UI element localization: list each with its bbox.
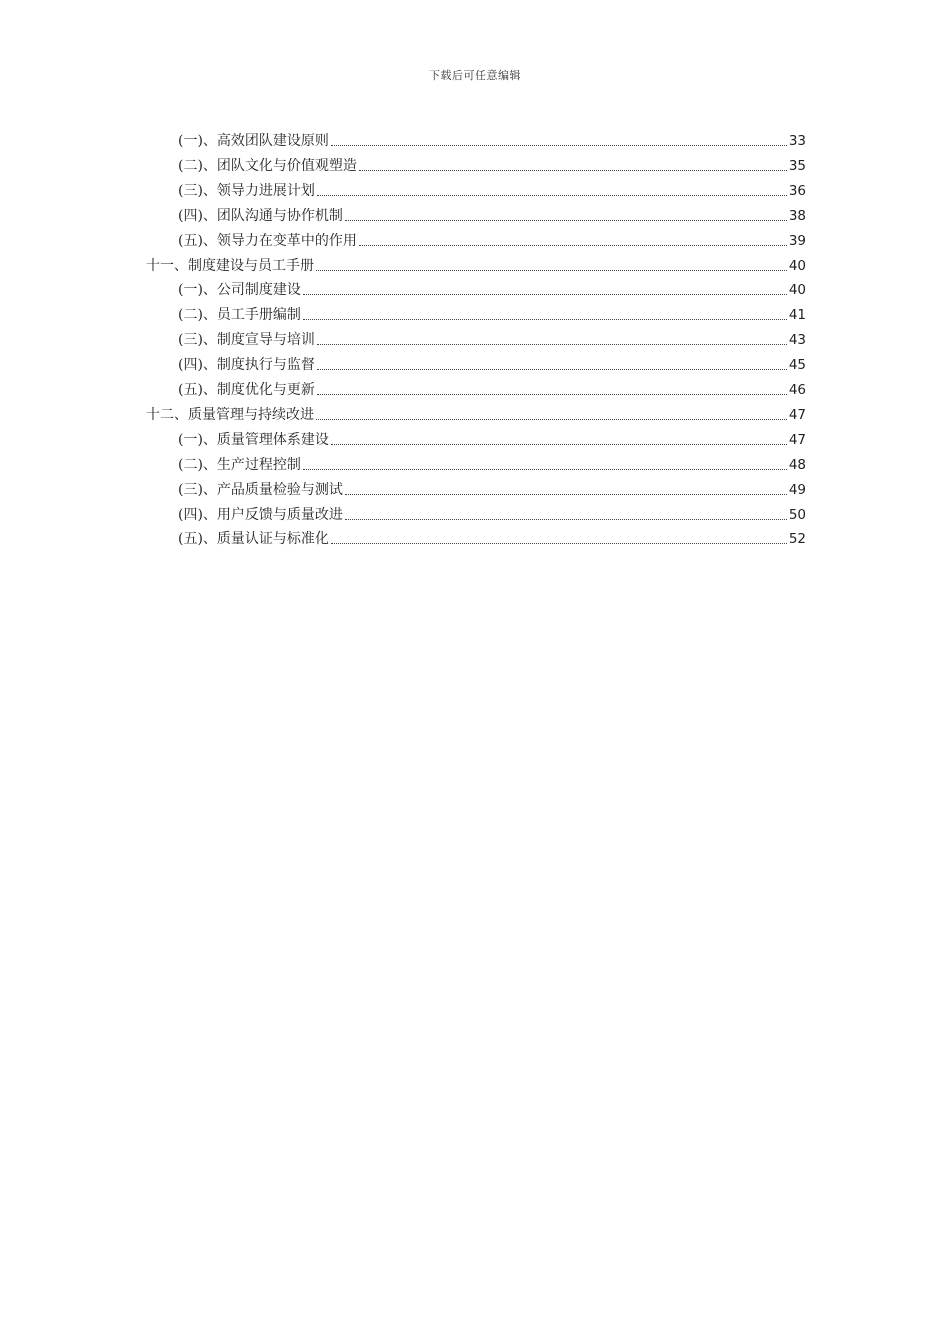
toc-entry-title: (五)、制度优化与更新 — [178, 382, 315, 398]
toc-entry[interactable] — [178, 274, 806, 299]
toc-dot-leader — [359, 244, 787, 246]
toc-entry[interactable] — [178, 125, 806, 150]
toc-entry-title: (五)、领导力在变革中的作用 — [178, 233, 357, 249]
toc-dot-leader — [316, 269, 787, 271]
toc-dot-leader — [303, 318, 787, 320]
toc-entry-page-number: 46 — [788, 382, 806, 398]
toc-entry-title: (四)、用户反馈与质量改进 — [178, 507, 343, 523]
toc-dot-leader — [303, 293, 787, 295]
toc-dot-leader — [345, 518, 787, 520]
toc-entry-title: (一)、高效团队建设原则 — [178, 133, 329, 149]
toc-entry-page-number: 52 — [788, 531, 806, 547]
toc-dot-leader — [345, 493, 787, 495]
toc-entry-page-number: 39 — [788, 233, 806, 249]
toc-entry-page-number: 45 — [788, 357, 806, 373]
toc-entry-page-number: 50 — [788, 507, 806, 523]
toc-entry[interactable] — [178, 150, 806, 175]
toc-dot-leader — [317, 343, 787, 345]
toc-dot-leader — [359, 169, 787, 171]
toc-entry-page-number: 43 — [788, 332, 806, 348]
toc-entry-title: (四)、团队沟通与协作机制 — [178, 208, 343, 224]
toc-entry[interactable] — [146, 399, 806, 424]
toc-dot-leader — [345, 219, 787, 221]
toc-entry-title: (三)、产品质量检验与测试 — [178, 482, 343, 498]
toc-entry-page-number: 38 — [788, 208, 806, 224]
toc-entry-title: (一)、公司制度建设 — [178, 282, 301, 298]
toc-dot-leader — [317, 368, 787, 370]
toc-entry-page-number: 47 — [788, 407, 806, 423]
toc-entry[interactable] — [178, 324, 806, 349]
toc-entry[interactable] — [178, 175, 806, 200]
toc-entry[interactable] — [178, 374, 806, 399]
toc-entry[interactable] — [178, 349, 806, 374]
toc-dot-leader — [317, 194, 787, 196]
toc-entry-title: (一)、质量管理体系建设 — [178, 432, 329, 448]
toc-entry-title: (三)、领导力进展计划 — [178, 183, 315, 199]
toc-entry[interactable] — [178, 299, 806, 324]
toc-entry-title: (五)、质量认证与标准化 — [178, 531, 329, 547]
toc-entry-page-number: 40 — [788, 282, 806, 298]
toc-entry-page-number: 40 — [788, 258, 806, 274]
toc-dot-leader — [331, 144, 787, 146]
toc-entry-page-number: 36 — [788, 183, 806, 199]
toc-entry[interactable] — [178, 449, 806, 474]
toc-entry[interactable] — [178, 474, 806, 499]
toc-entry-title: (二)、团队文化与价值观塑造 — [178, 158, 357, 174]
toc-entry[interactable] — [178, 523, 806, 548]
toc-entry-title: 十一、制度建设与员工手册 — [146, 258, 314, 274]
toc-dot-leader — [331, 443, 787, 445]
toc-dot-leader — [331, 542, 787, 544]
toc-entry-title: (二)、员工手册编制 — [178, 307, 301, 323]
toc-entry[interactable] — [146, 250, 806, 275]
toc-entry[interactable] — [178, 200, 806, 225]
toc-entry[interactable] — [178, 499, 806, 524]
toc-entry-page-number: 49 — [788, 482, 806, 498]
toc-entry-page-number: 47 — [788, 432, 806, 448]
page-header: 下载后可任意编辑 — [429, 69, 521, 82]
toc-dot-leader — [317, 393, 787, 395]
toc-entry-title: (二)、生产过程控制 — [178, 457, 301, 473]
toc-entry-title: (四)、制度执行与监督 — [178, 357, 315, 373]
toc-entry-title: (三)、制度宣导与培训 — [178, 332, 315, 348]
toc-entry-title: 十二、质量管理与持续改进 — [146, 407, 314, 423]
toc-entry-page-number: 33 — [788, 133, 806, 149]
toc-entry[interactable] — [178, 424, 806, 449]
toc-entry-page-number: 48 — [788, 457, 806, 473]
toc-entry-page-number: 35 — [788, 158, 806, 174]
toc-dot-leader — [316, 418, 787, 420]
toc-entry-page-number: 41 — [788, 307, 806, 323]
toc-entry[interactable] — [178, 225, 806, 250]
toc-dot-leader — [303, 468, 787, 470]
